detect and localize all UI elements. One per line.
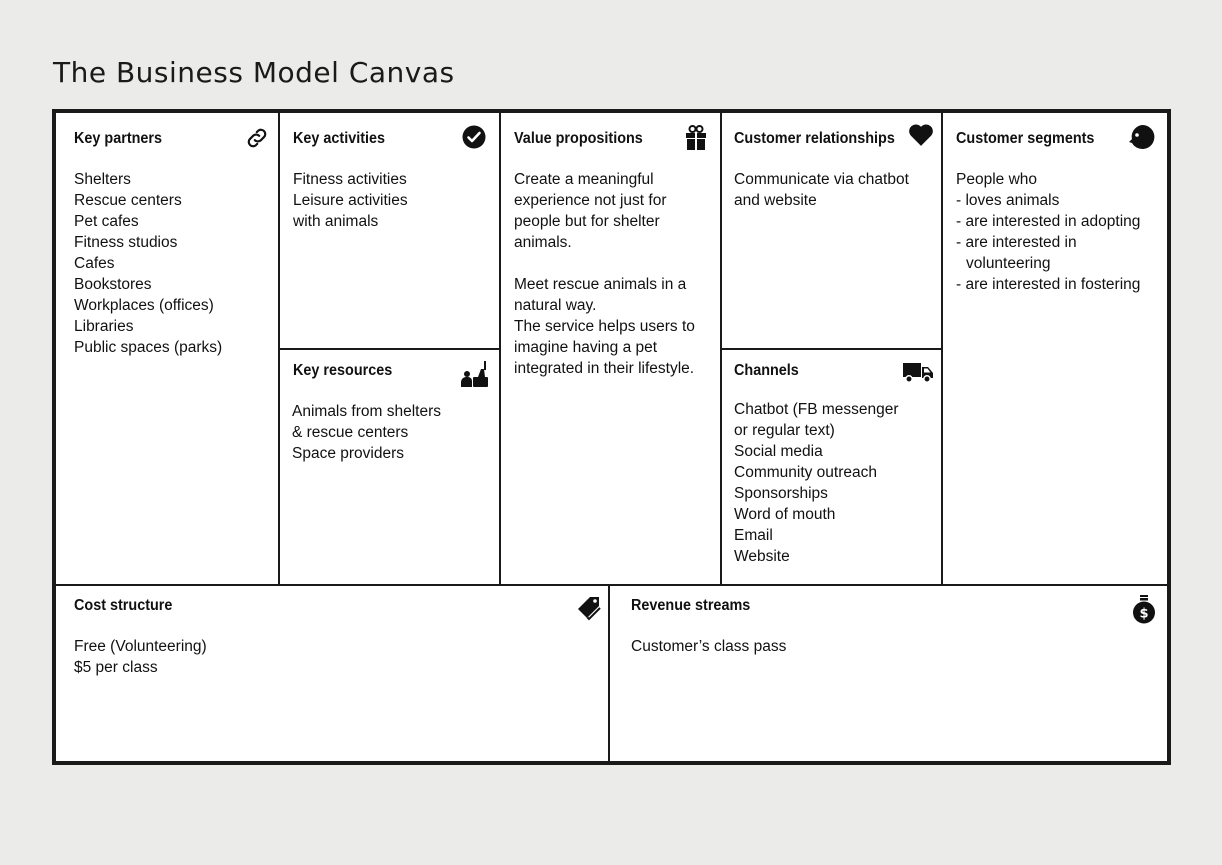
- content-line: or regular text): [734, 422, 835, 439]
- heart-icon: [908, 123, 934, 147]
- content-line: Chatbot (FB messenger: [734, 401, 899, 418]
- business-model-canvas: [52, 109, 1171, 765]
- content-line: - loves animals: [956, 192, 1060, 209]
- check-circle-icon: [462, 125, 486, 149]
- block-content: [734, 169, 923, 211]
- customer-segments-block: [938, 113, 1167, 584]
- content-line: experience not just for: [514, 192, 667, 209]
- content-line: Meet rescue animals in a: [514, 276, 687, 293]
- customer-relationships-block: [716, 113, 941, 348]
- block-content: [74, 636, 590, 678]
- content-line: with animals: [293, 213, 379, 230]
- block-content: [514, 169, 702, 379]
- content-line: integrated in their lifestyle.: [514, 360, 695, 377]
- block-content: [74, 169, 260, 358]
- block-heading: Channels: [734, 362, 799, 379]
- face-icon: [1126, 123, 1156, 153]
- content-line: people but for shelter: [514, 213, 660, 230]
- content-line: $5 per class: [74, 659, 158, 676]
- block-heading: Cost structure: [74, 597, 173, 614]
- block-content: [292, 401, 481, 464]
- content-line: volunteering: [966, 255, 1051, 272]
- content-line: Email: [734, 527, 773, 544]
- link-icon: [244, 125, 270, 151]
- content-line: Space providers: [292, 445, 405, 462]
- content-line: Workplaces (offices): [74, 297, 214, 314]
- content-line: Sponsorships: [734, 485, 828, 502]
- content-line: Create a meaningful: [514, 171, 654, 188]
- content-line: imagine having a pet: [514, 339, 658, 356]
- content-line: Rescue centers: [74, 192, 182, 209]
- content-line: Pet cafes: [74, 213, 139, 230]
- content-line: Libraries: [74, 318, 134, 335]
- content-line: Word of mouth: [734, 506, 836, 523]
- block-heading: Revenue streams: [631, 597, 751, 614]
- content-line: Free (Volunteering): [74, 638, 207, 655]
- block-content: [734, 399, 923, 567]
- block-heading: Key partners: [74, 130, 163, 147]
- worker-icon: [460, 359, 490, 389]
- content-line: The service helps users to: [514, 318, 695, 335]
- money-bag-icon: [1130, 594, 1158, 624]
- content-line: Fitness activities: [293, 171, 407, 188]
- content-line: Bookstores: [74, 276, 152, 293]
- content-line: natural way.: [514, 297, 597, 314]
- channels-block: [716, 350, 941, 584]
- key-partners-block: [56, 113, 278, 584]
- content-line: Communicate via chatbot: [734, 171, 909, 188]
- content-line: - are interested in: [956, 234, 1077, 251]
- cost-structure-block: [56, 586, 608, 761]
- block-content: [956, 169, 1149, 295]
- key-activities-block: [275, 113, 499, 348]
- content-line: Animals from shelters: [292, 403, 442, 420]
- gift-icon: [684, 125, 708, 151]
- truck-icon: [902, 360, 934, 384]
- content-line: Cafes: [74, 255, 115, 272]
- content-line: - are interested in adopting: [956, 213, 1141, 230]
- content-line: & rescue centers: [292, 424, 409, 441]
- key-resources-block: [275, 350, 499, 584]
- content-line: and website: [734, 192, 817, 209]
- content-line: Fitness studios: [74, 234, 178, 251]
- page-title: The Business Model Canvas: [53, 56, 455, 89]
- svg-text:$: $: [1139, 606, 1149, 622]
- content-line: People who: [956, 171, 1038, 188]
- divider: [608, 584, 610, 761]
- block-content: [293, 169, 481, 232]
- block-heading: Key resources: [293, 362, 393, 379]
- content-line: Shelters: [74, 171, 131, 188]
- content-line: Social media: [734, 443, 823, 460]
- content-line: animals.: [514, 234, 572, 251]
- content-line: - are interested in fostering: [956, 276, 1141, 293]
- content-line: Website: [734, 548, 790, 565]
- block-heading: Customer segments: [956, 130, 1095, 147]
- value-propositions-block: [496, 113, 720, 584]
- content-line: Leisure activities: [293, 192, 408, 209]
- block-content: [631, 636, 1149, 657]
- revenue-streams-block: [613, 586, 1167, 761]
- block-heading: Key activities: [293, 130, 386, 147]
- content-line: Public spaces (parks): [74, 339, 223, 356]
- tag-icon: [576, 595, 602, 623]
- content-line: [514, 253, 702, 274]
- block-heading: Value propositions: [514, 130, 643, 147]
- content-line: Customer’s class pass: [631, 638, 787, 655]
- block-heading: Customer relationships: [734, 130, 895, 147]
- content-line: Community outreach: [734, 464, 878, 481]
